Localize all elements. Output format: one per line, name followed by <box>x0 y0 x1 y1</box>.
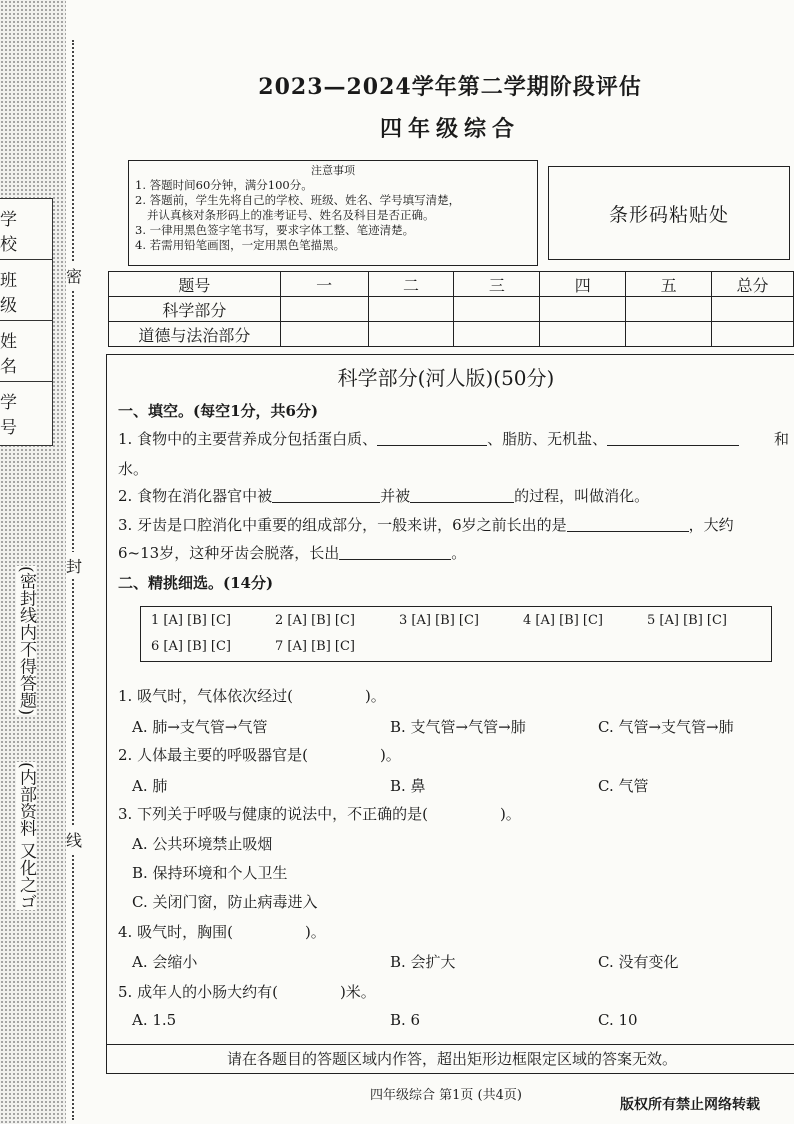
mc1-option-c[interactable]: C. 气管→支气管→肺 <box>598 718 734 736</box>
score-table <box>108 271 794 347</box>
mc4-option-a[interactable]: A. 会缩小 <box>132 953 198 971</box>
number-row[interactable] <box>0 382 52 442</box>
mc2-option-c[interactable]: C. 气管 <box>598 777 649 795</box>
q1-text: 、脂肪、无机盐、 <box>487 430 608 448</box>
student-info-box <box>0 198 53 446</box>
mc1-option-b[interactable]: B. 支气管→气管→肺 <box>390 718 526 736</box>
score-row-science <box>109 297 794 322</box>
q3-blank-1[interactable] <box>567 517 689 532</box>
mc2-option-b[interactable]: B. 鼻 <box>390 777 426 795</box>
score-header-cell: 二 <box>368 272 454 297</box>
mc4-option-c[interactable]: C. 没有变化 <box>598 953 679 971</box>
answer-bubble-3[interactable]: 3 [A] [B] [C] <box>399 613 479 628</box>
mc-stem: 1. 吸气时，气体依次经过( <box>118 687 293 705</box>
answer-bubble-6[interactable]: 6 [A] [B] [C] <box>151 639 231 654</box>
mc-question-2 <box>118 744 401 765</box>
score-row-morality <box>109 322 794 347</box>
answer-bubble-1[interactable]: 1 [A] [B] [C] <box>151 613 231 628</box>
internal-note: (内部资料 又化之ゴ <box>16 762 36 911</box>
q1-text: 1. 食物中的主要营养成分包括蛋白质、 <box>118 430 378 448</box>
q3-text: 6~13岁，这种牙齿会脱落，长出 <box>118 544 340 562</box>
q3-text: 。 <box>451 544 467 562</box>
q1-wrap: 水。 <box>118 460 149 478</box>
score-cell[interactable] <box>280 322 368 347</box>
mc-question-4 <box>118 921 326 942</box>
answer-bubble-2[interactable]: 2 [A] [B] [C] <box>275 613 355 628</box>
notice-item: 并认真核对条形码上的准考证号、姓名及科目是否正确。 <box>147 208 435 222</box>
score-cell[interactable] <box>540 322 626 347</box>
part2-title: 二、精挑细选。(14分) <box>118 574 274 592</box>
q2-blank-1[interactable] <box>272 488 380 503</box>
class-label: 班 级 <box>0 271 31 316</box>
q1-blank-1[interactable] <box>377 431 487 446</box>
mc-stem: 3. 下列关于呼吸与健康的说法中，不正确的是( <box>118 805 428 823</box>
school-label: 学 校 <box>0 210 31 255</box>
notice-title: 注意事项 <box>311 164 355 177</box>
mc-question-5 <box>118 981 376 1002</box>
q1-blank-2[interactable] <box>607 431 739 446</box>
score-header-cell: 五 <box>626 272 712 297</box>
barcode-label: 条形码粘贴处 <box>608 203 729 226</box>
mc1-option-a[interactable]: A. 肺→支气管→气管 <box>132 718 268 736</box>
seal-line <box>72 40 74 1120</box>
number-label: 学 号 <box>0 393 31 438</box>
mc-stem-end: )。 <box>499 805 521 823</box>
barcode-area <box>548 166 790 260</box>
mc4-option-b[interactable]: B. 会扩大 <box>390 953 456 971</box>
score-header-row <box>109 272 794 297</box>
q3-text: ，大约 <box>688 516 734 534</box>
score-cell[interactable] <box>368 322 454 347</box>
score-cell[interactable] <box>712 297 794 322</box>
score-header-cell: 总分 <box>712 272 794 297</box>
answer-sheet-row <box>151 613 771 628</box>
mc-stem-end: )。 <box>304 923 326 941</box>
notice-item: 2. 答题前，学生先将自己的学校、班级、姓名、学号填写清楚， <box>135 193 461 207</box>
seal-char-feng: 封 <box>66 552 82 579</box>
q3-blank-2[interactable] <box>339 545 451 560</box>
score-header-cell: 题号 <box>109 272 281 297</box>
answer-area-notice: 请在各题目的答题区域内作答，超出矩形边框限定区域的答案无效。 <box>106 1044 794 1073</box>
score-row-label: 科学部分 <box>109 297 281 322</box>
part1-title: 一、填空。(每空1分，共6分) <box>118 402 319 420</box>
score-header-cell: 四 <box>540 272 626 297</box>
seal-char-xian: 线 <box>66 826 82 853</box>
mc-stem-end: )。 <box>364 687 386 705</box>
mc-stem: 2. 人体最主要的呼吸器官是( <box>118 746 308 764</box>
mc-question-3 <box>118 803 521 824</box>
mc-question-1 <box>118 685 386 706</box>
seal-char-mi: 密 <box>66 262 82 289</box>
school-row[interactable] <box>0 199 52 260</box>
score-cell[interactable] <box>368 297 454 322</box>
mc-stem: 4. 吸气时，胸围( <box>118 923 233 941</box>
score-header-cell: 三 <box>454 272 540 297</box>
score-cell[interactable] <box>454 322 540 347</box>
answer-sheet-row <box>151 639 399 654</box>
question-1 <box>118 428 739 449</box>
class-row[interactable] <box>0 260 52 321</box>
answer-sheet <box>140 606 772 662</box>
answer-bubble-7[interactable]: 7 [A] [B] [C] <box>275 639 355 654</box>
mc3-option-a[interactable]: A. 公共环境禁止吸烟 <box>132 835 273 853</box>
question-3 <box>118 514 734 535</box>
score-cell[interactable] <box>280 297 368 322</box>
notice-item: 3. 一律用黑色签字笔书写，要求字体工整、笔迹清楚。 <box>135 223 415 237</box>
q2-text: 2. 食物在消化器官中被 <box>118 487 273 505</box>
mc5-option-c[interactable]: C. 10 <box>598 1011 638 1029</box>
score-cell[interactable] <box>712 322 794 347</box>
answer-bubble-4[interactable]: 4 [A] [B] [C] <box>523 613 603 628</box>
score-cell[interactable] <box>626 322 712 347</box>
notice-item: 1. 答题时间60分钟，满分100分。 <box>135 178 313 192</box>
score-header-cell: 一 <box>280 272 368 297</box>
question-3-cont <box>118 542 466 563</box>
mc5-option-a[interactable]: A. 1.5 <box>132 1011 177 1029</box>
name-row[interactable] <box>0 321 52 382</box>
score-row-label: 道德与法治部分 <box>109 322 281 347</box>
score-cell[interactable] <box>454 297 540 322</box>
copyright-notice: 版权所有禁止网络转载 <box>620 1097 760 1113</box>
name-label: 姓 名 <box>0 332 31 377</box>
score-cell[interactable] <box>540 297 626 322</box>
mc3-option-b[interactable]: B. 保持环境和个人卫生 <box>132 864 288 882</box>
q2-text: 并被 <box>380 487 411 505</box>
score-cell[interactable] <box>626 297 712 322</box>
q2-text: 的过程，叫做消化。 <box>514 487 650 505</box>
q1-tail: 和 <box>774 430 790 448</box>
mc-stem-end: )。 <box>379 746 401 764</box>
q3-text: 3. 牙齿是口腔消化中重要的组成部分，一般来讲，6岁之前长出的是 <box>118 516 567 534</box>
seal-warning: (密封线内不得答题) <box>16 566 36 716</box>
question-2 <box>118 485 649 506</box>
answer-bubble-5[interactable]: 5 [A] [B] [C] <box>647 613 727 628</box>
mc5-option-b[interactable]: B. 6 <box>390 1011 421 1029</box>
mc3-option-c[interactable]: C. 关闭门窗，防止病毒进入 <box>132 893 318 911</box>
mc-stem: 5. 成年人的小肠大约有( <box>118 983 278 1001</box>
exam-title: 2023—2024学年第二学期阶段评估 <box>258 74 642 100</box>
notice-item: 4. 若需用铅笔画图，一定用黑色笔描黑。 <box>135 238 346 252</box>
exam-subtitle: 四年级综合 <box>379 116 520 142</box>
page-number: 四年级综合 第1页 (共4页) <box>370 1088 522 1103</box>
q2-blank-2[interactable] <box>410 488 514 503</box>
mc-stem-end: )米。 <box>339 983 376 1001</box>
mc2-option-a[interactable]: A. 肺 <box>132 777 168 795</box>
binding-strip <box>0 0 66 1124</box>
science-section-title: 科学部分(河人版)(50分) <box>337 366 555 390</box>
notice-box <box>128 160 538 266</box>
